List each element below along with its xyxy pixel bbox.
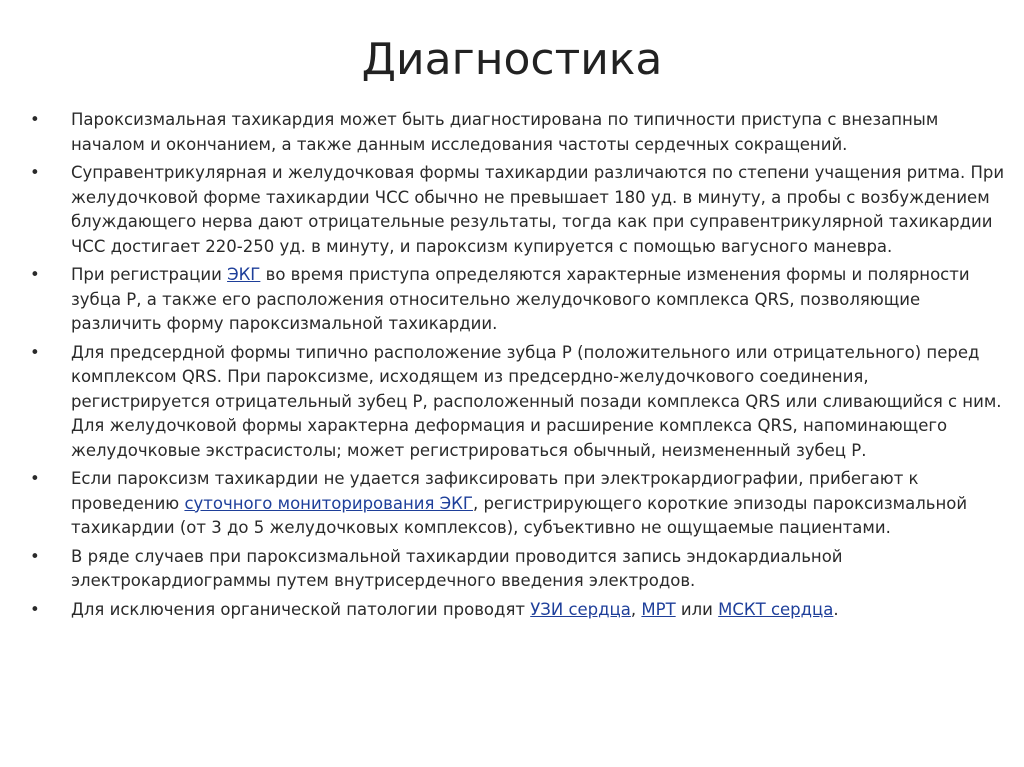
msct-link[interactable]: МСКТ сердца: [718, 599, 834, 619]
bullet-text: во время приступа определяются характерные изменения формы и полярности зубца Р, а также его расположения относительно желудочкового комплекса QRS, позволяющие различить форму пароксизмальной тахикардии.: [71, 265, 970, 333]
bullet-text: .: [833, 599, 839, 619]
ekg-link[interactable]: ЭКГ: [227, 265, 261, 284]
bullet-item: [30, 598, 1010, 623]
bullet-text: Пароксизмальная тахикардия может быть диагностирована по типичности приступа с внезапным началом и окончанием, а также данным исследования частоты сердечных сокращений.: [71, 110, 939, 154]
bullet-text: Для предсердной формы типично расположение зубца P (положительного или отрицательного) перед комплексом QRS. При пароксизме, исходящем из предсердно-желудочкового соединения, регистрируется отрицательный зубец Р, расположенный позади комплекса QRS или сливающийся с ним. Для желудочковой формы характерна деформация и расширение комплекса QRS, напоминающего желудочковые экстрасистолы; может регистрироваться обычный, неизмененный зубец Р.: [71, 342, 1002, 460]
bullet-item: [30, 467, 1010, 541]
bullet-item: [30, 263, 1010, 337]
holter-monitoring-link[interactable]: суточного мониторирования ЭКГ: [184, 493, 473, 513]
bullet-text: , регистрирующего короткие эпизоды пароксизмальной тахикардии (от 3 до 5 желудочковых комплексов), субъективно не ощущаемые пациентами.: [71, 493, 968, 537]
heart-ultrasound-link[interactable]: УЗИ сердца: [530, 599, 631, 619]
bullet-list: [30, 108, 1010, 626]
bullet-marker: •: [30, 546, 40, 566]
bullet-text: В ряде случаев при пароксизмальной тахикардии проводится запись эндокардиальной электрокардиограммы путем внутрисердечного введения электродов.: [71, 546, 843, 590]
bullet-marker: •: [30, 265, 40, 284]
bullet-marker: •: [30, 469, 40, 488]
mri-link[interactable]: МРТ: [641, 599, 676, 619]
bullet-item: [30, 341, 1010, 464]
bullet-marker: •: [30, 110, 40, 129]
bullet-marker: •: [30, 163, 40, 182]
slide-title: Диагностика: [361, 34, 663, 85]
bullet-marker: •: [30, 342, 40, 362]
bullet-item: [30, 108, 1010, 157]
bullet-text: Для исключения органической патологии проводят: [71, 599, 531, 619]
bullet-text: Суправентрикулярная и желудочковая формы тахикардии различаются по степени учащения ритма. При желудочковой форме тахикардии ЧСС обычно не превышает 180 уд. в минуту, а пробы с возбуждением блуждающего нерва дают отрицательные результаты, тогда как при суправентрикулярной тахикардии ЧСС достигает 220-250 уд. в минуту, и пароксизм купируется с помощью вагусного маневра.: [71, 163, 1005, 256]
bullet-text: Если пароксизм тахикардии не удается зафиксировать при электрокардиографии, прибегают к проведению: [71, 469, 919, 513]
bullet-item: [30, 545, 1010, 594]
bullet-marker: •: [30, 599, 40, 619]
bullet-text: ,: [630, 599, 642, 619]
bullet-text: При регистрации: [71, 265, 228, 284]
bullet-text: или: [675, 599, 719, 619]
bullet-item: [30, 161, 1010, 259]
